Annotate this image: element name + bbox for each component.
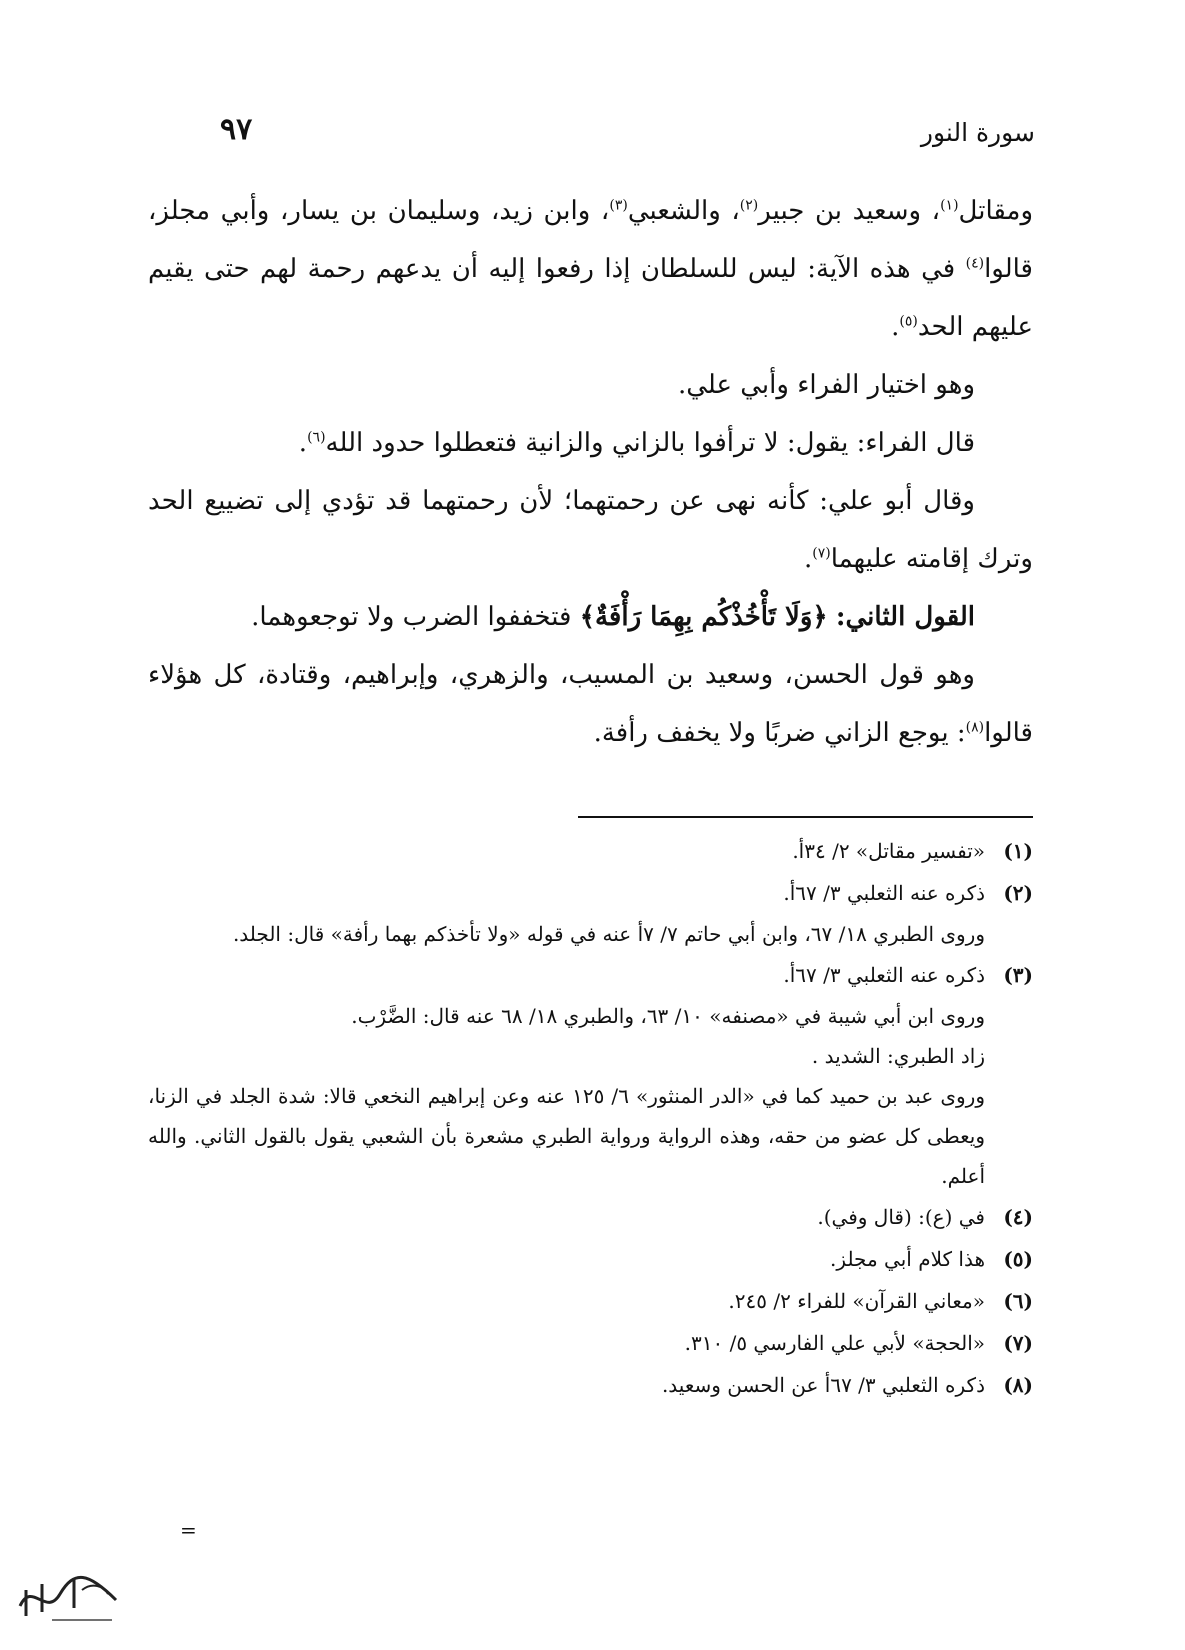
- footnote-2-continuation: وروى الطبري ١٨/ ٦٧، وابن أبي حاتم ٧/ ٧أ عنه في قوله «ولا تأخذكم بهما رأفة» قال: الجلد.: [232, 922, 985, 946]
- footnote-6: [148, 1280, 1033, 1322]
- footnote-7: [148, 1322, 1033, 1364]
- publisher-logo: [12, 1560, 124, 1626]
- footnote-number: (٣): [1003, 963, 1033, 987]
- footnotes: [148, 830, 1033, 1406]
- footnote-3: [148, 954, 1033, 996]
- main-text: [148, 182, 1033, 762]
- footnote-text: في (ع): (قال وفي).: [817, 1205, 985, 1229]
- footnote-ref-7[interactable]: (٧): [812, 545, 831, 562]
- footnote-text: «معاني القرآن» للفراء ٢/ ٢٤٥.: [728, 1289, 985, 1313]
- page-header: [150, 112, 1035, 158]
- footnote-5: [148, 1238, 1033, 1280]
- footnote-text: «الحجة» لأبي علي الفارسي ٥/ ٣١٠.: [684, 1331, 985, 1355]
- footnote-4: [148, 1196, 1033, 1238]
- footnote-ref-3[interactable]: (٣): [609, 197, 628, 214]
- footnote-text: «تفسير مقاتل» ٢/ ٣٤أ.: [792, 839, 985, 863]
- footnote-number: (٤): [1003, 1205, 1033, 1229]
- footnote-3-continuation-3: وروى عبد بن حميد كما في «الدر المنثور» ٦/ ١٢٥ عنه وعن إبراهيم النخعي قالا: شدة الجلد في الزنا، ويعطى كل عضو من حقه، وهذه الرواية ورواية الطبري مشعرة بأن الشعبي يقول بالقول الثاني. والله أعلم.: [148, 1084, 985, 1188]
- footnote-text: هذا كلام أبي مجلز.: [830, 1247, 985, 1271]
- footnote-divider: [578, 816, 1033, 818]
- footnote-ref-4[interactable]: (٤): [965, 255, 985, 272]
- footnote-number: (١): [1003, 839, 1033, 863]
- footnote-ref-1[interactable]: (١): [940, 197, 959, 214]
- footnote-text: ذكره الثعلبي ٣/ ٦٧أ عن الحسن وسعيد.: [661, 1373, 985, 1397]
- footnote-3-continuation-2: زاد الطبري: الشديد .: [811, 1044, 985, 1068]
- section-label: القول الثاني:: [835, 602, 975, 632]
- footnote-ref-2[interactable]: (٢): [739, 197, 759, 214]
- paragraph-6: وهو قول الحسن، وسعيد بن المسيب، والزهري، وإبراهيم، وقتادة، كل هؤلاء قالوا$^{(٨)}$: يوجع الزاني ضربًا ولا يخفف رأفة.: [148, 660, 1033, 748]
- surah-title: سورة النور: [920, 118, 1035, 147]
- footnote-number: (٢): [1003, 881, 1033, 905]
- paragraph-4: وقال أبو علي: كأنه نهى عن رحمتهما؛ لأن رحمتهما قد تؤدي إلى تضييع الحد وترك إقامته عليهما$^{(٧)}$.: [148, 486, 1033, 574]
- footnote-1: [148, 830, 1033, 872]
- paragraph-1: ومقاتل$^{(١)}$، وسعيد بن جبير$^{(٢)}$، والشعبي$^{(٣)}$، وابن زيد، وسليمان بن يسار، وأبي مجلز، قالوا$^{(٤)}$ في هذه الآية: ليس للسلطان إذا رفعوا إليه أن يدعهم رحمة لهم حتى يقيم عليهم الحد$^{(٥)}$.: [148, 196, 1034, 342]
- footnote-ref-5[interactable]: (٥): [899, 313, 918, 330]
- paragraph-3: قال الفراء: يقول: لا ترأفوا بالزاني والزانية فتعطلوا حدود الله$^{(٦)}$.: [298, 428, 975, 458]
- continuation-mark: =: [180, 1518, 197, 1542]
- footnote-number: (٥): [1003, 1247, 1033, 1271]
- paragraph-2: وهو اختيار الفراء وأبي علي.: [677, 370, 975, 400]
- footnote-ref-6[interactable]: (٦): [307, 429, 326, 446]
- footnote-3-continuation-1: وروى ابن أبي شيبة في «مصنفه» ١٠/ ٦٣، والطبري ١٨/ ٦٨ عنه قال: الضَّرْب.: [351, 1004, 985, 1028]
- footnote-number: (٧): [1003, 1331, 1033, 1355]
- page-number: ٩٧: [220, 112, 253, 147]
- footnote-8: [148, 1364, 1033, 1406]
- footnote-number: (٨): [1003, 1373, 1033, 1397]
- footnote-text: ذكره عنه الثعلبي ٣/ ٦٧أ.: [783, 963, 985, 987]
- footnote-ref-8[interactable]: (٨): [965, 719, 985, 736]
- quran-verse: ﴿وَلَا تَأْخُذْكُم بِهِمَا رَأْفَةٌ﴾: [579, 602, 828, 632]
- paragraph-5: القول الثاني: ﴿وَلَا تَأْخُذْكُم بِهِمَا رَأْفَةٌ﴾ فتخففوا الضرب ولا توجعوهما.: [251, 602, 975, 632]
- footnote-number: (٦): [1003, 1289, 1033, 1313]
- footnote-2: [148, 872, 1033, 914]
- footnote-text: ذكره عنه الثعلبي ٣/ ٦٧أ.: [783, 881, 985, 905]
